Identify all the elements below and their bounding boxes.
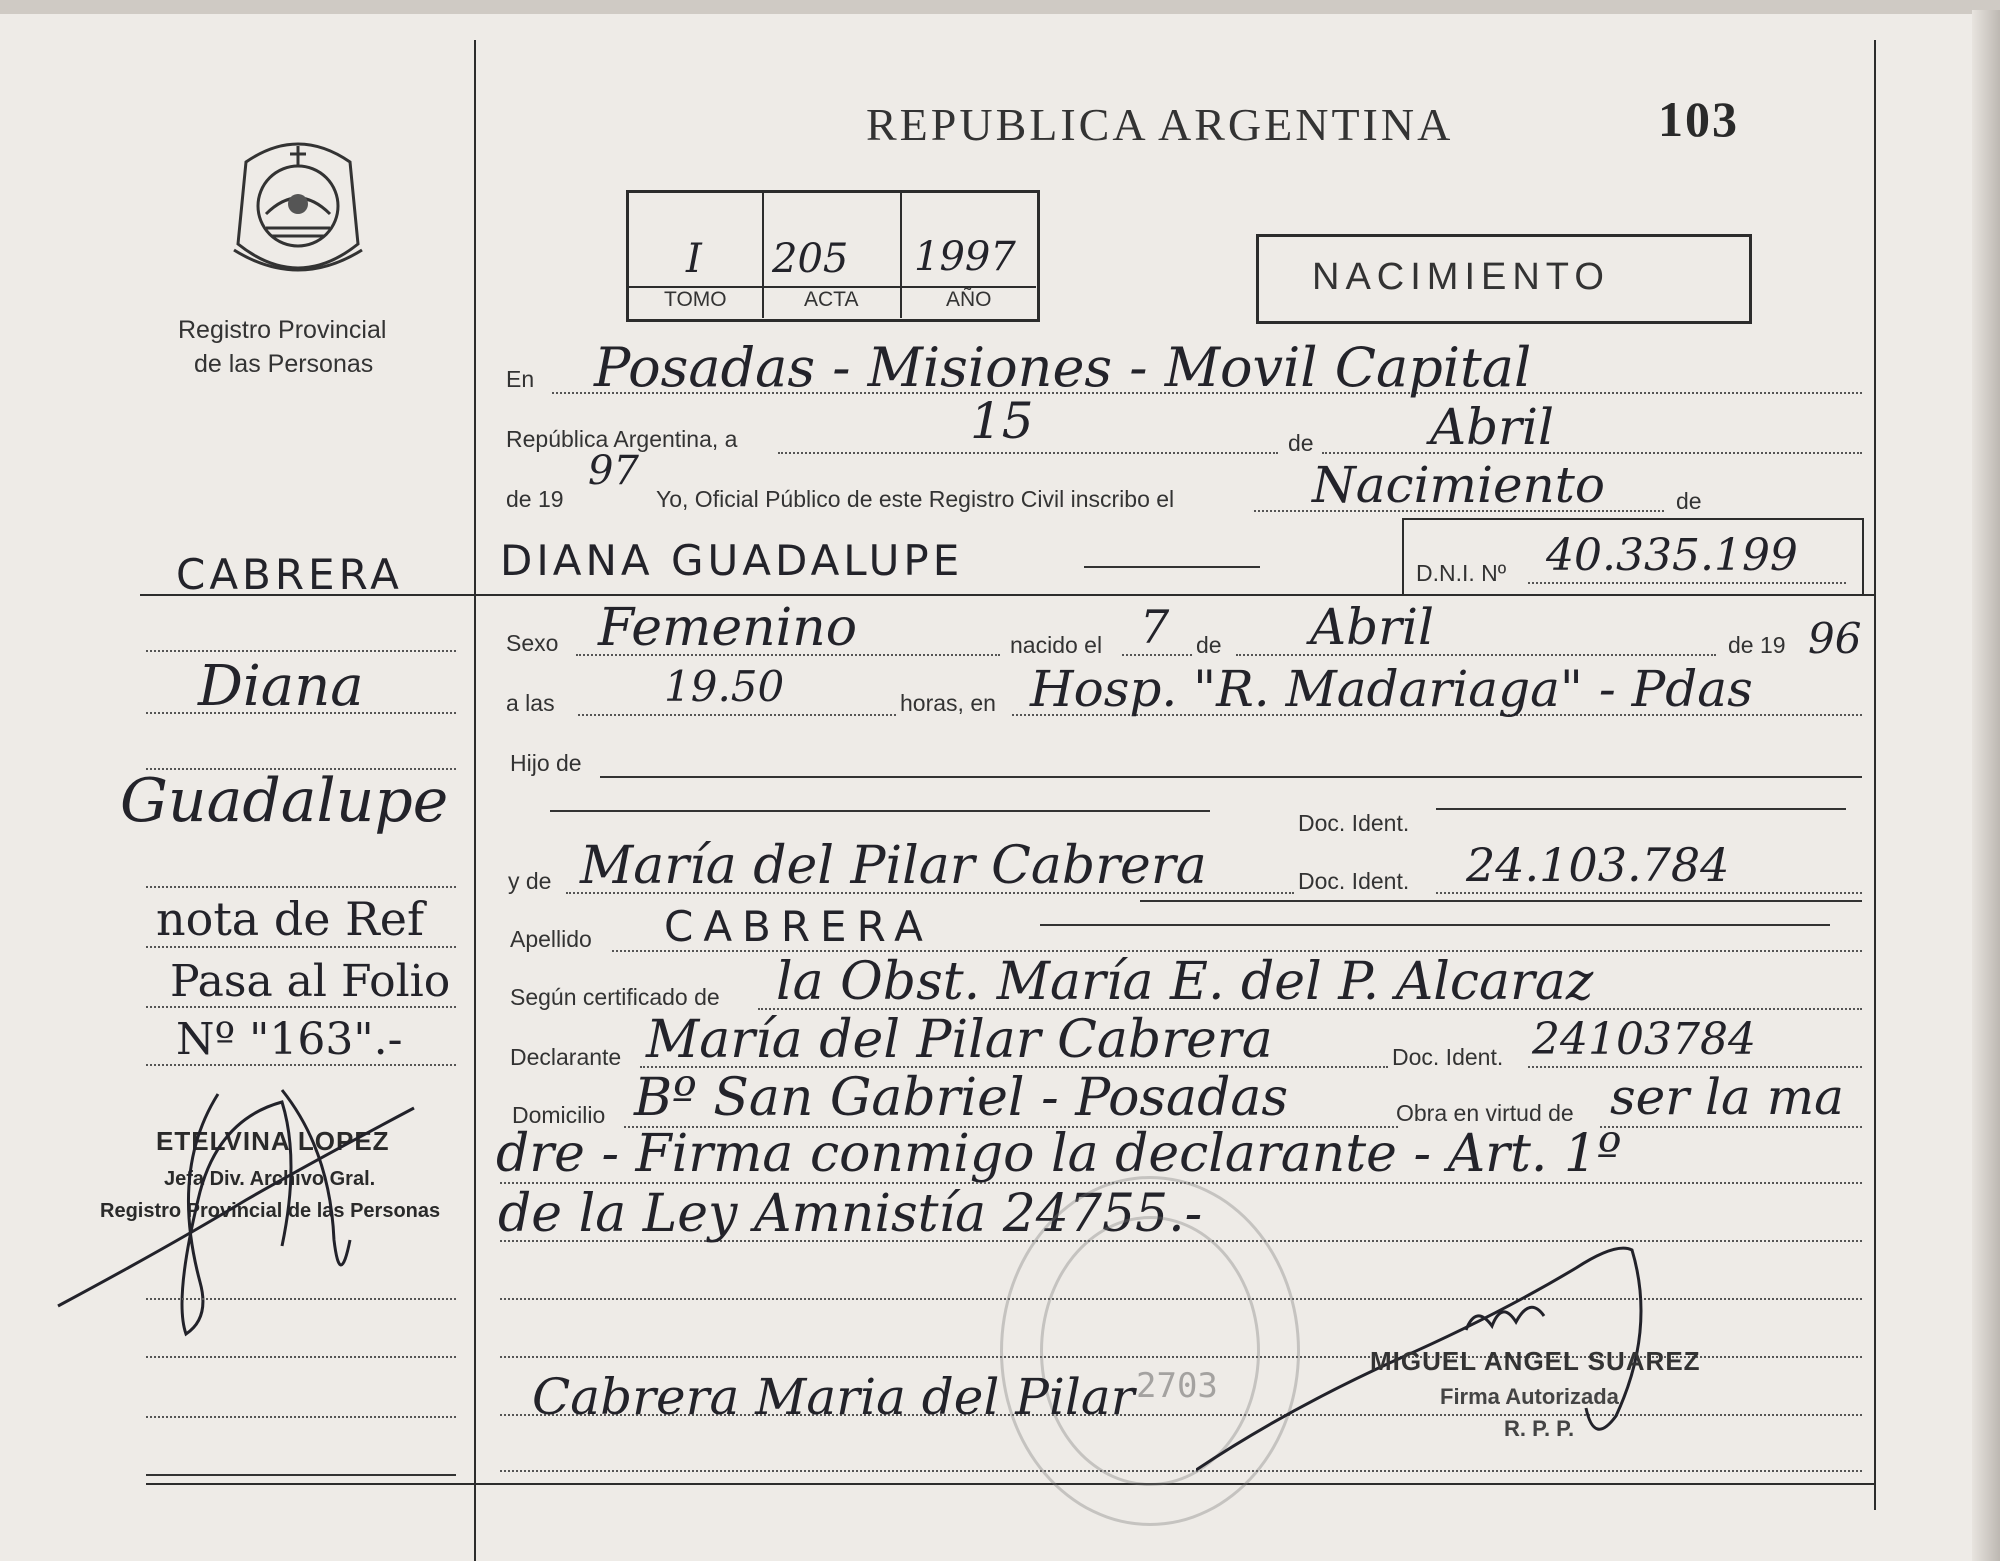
birth-month-value: Abril [1310,598,1434,656]
dni-line [1528,582,1846,584]
father-doc-line [1436,808,1846,810]
en-value: Posadas - Misiones - Movil Capital [594,336,1532,399]
page-number: 103 [1658,91,1739,147]
birth-day-line [1122,654,1192,656]
margin-line-11 [146,1474,456,1476]
yo-text: Yo, Oficial Público de este Registro Civil inscribo el [656,486,1175,512]
margin-note-1: nota de Ref [156,892,425,946]
mother-doc-line [1436,892,1862,894]
officer-title: Firma Autorizada [1440,1384,1619,1409]
segun-value: la Obst. María E. del P. Alcaraz [776,952,1594,1012]
birth-month-line [1236,654,1716,656]
alas-label: a las [506,690,555,716]
margin-note-2: Pasa al Folio [170,956,451,1007]
month-line [1322,452,1862,454]
officer-name: MIGUEL ANGEL SUAREZ [1370,1346,1701,1376]
declarante-doc-value: 24103784 [1532,1014,1756,1065]
margin-given-2: Guadalupe [120,766,449,836]
de-label-3: de [1196,632,1222,658]
doc-ident-label-2: Doc. Ident. [1298,868,1410,894]
full-name-value: DIANA GUADALUPE [500,536,964,585]
doc-ident-label: Doc. Ident. [1298,810,1410,836]
obra-line-3-text: de la Ley Amnistía 24755.- [498,1184,1203,1244]
anio-value: 1997 [914,234,1016,280]
time-line [578,714,896,716]
name-fill-line [1084,566,1260,568]
margin-given-1: Diana [198,654,364,719]
margin-note-3: Nº "163".- [176,1014,403,1065]
yde-label: y de [508,868,552,894]
birth-year-value: 96 [1808,614,1862,663]
margin-line-8 [146,1298,456,1300]
obra-line [1600,1126,1862,1128]
place-value: Hosp. "R. Madariaga" - Pdas [1030,660,1753,718]
father-line [550,810,1210,812]
dni-value: 40.335.199 [1546,530,1798,581]
year-value: 97 [588,448,639,494]
margin-surname: CABRERA [176,550,403,599]
acta-label: ACTA [804,288,859,311]
ref-divider-2 [900,192,902,318]
margin-divider [474,40,476,1561]
republica-label: República Argentina, a [506,426,738,452]
registry-name-line2: de las Personas [194,350,374,378]
margin-official-office: Registro Provincial de las Personas [100,1200,441,1222]
mother-doc-value: 24.103.784 [1466,838,1730,892]
day-line [778,452,1278,454]
month-value: Abril [1430,398,1554,456]
margin-line-5 [146,946,456,948]
obra-line-2-text: dre - Firma conmigo la declarante - Art. 1º [496,1124,1622,1184]
margin-line-4 [146,886,456,888]
mother-value: María del Pilar Cabrera [580,836,1207,896]
horas-label: horas, en [900,690,996,716]
registry-name-line1: Registro Provincial [178,316,387,344]
declarant-signature: Cabrera Maria del Pilar [532,1368,1135,1426]
tomo-label: TOMO [664,288,727,311]
margin-line-9 [146,1356,456,1358]
obra-value: ser la ma [1610,1068,1844,1126]
sexo-label: Sexo [506,630,559,656]
hijo-label: Hijo de [510,750,582,776]
dni-label: D.N.I. Nº [1416,560,1507,586]
day-value: 15 [970,392,1034,450]
province-seal-icon [226,132,370,286]
de19-label: de 19 [1728,632,1786,658]
right-border [1874,40,1876,1510]
segun-label: Según certificado de [510,984,720,1010]
apellido-fill-line [1040,924,1830,926]
en-label: En [506,366,535,392]
domicilio-label: Domicilio [512,1102,606,1128]
record-type: NACIMIENTO [1312,256,1610,298]
de-label-2: de [1676,488,1702,514]
nacido-label: nacido el [1010,632,1103,658]
domicilio-value: Bº San Gabriel - Posadas [634,1068,1289,1128]
officer-office: R. P. P. [1504,1416,1575,1441]
year-prefix: de 19 [506,486,564,512]
sexo-value: Femenino [598,598,858,658]
hijo-line [600,776,1862,778]
mother-underline [1140,900,1862,902]
declarante-label: Declarante [510,1044,622,1070]
margin-line-6 [146,1006,456,1008]
de-label: de [1288,430,1314,456]
birth-day-value: 7 [1140,600,1170,654]
act-value: Nacimiento [1312,456,1605,514]
time-value: 19.50 [664,662,785,711]
declarante-value: María del Pilar Cabrera [646,1010,1273,1070]
obra-label: Obra en virtud de [1396,1100,1574,1126]
margin-line-3 [146,768,456,770]
margin-official-name: ETELVINA LOPEZ [156,1126,390,1156]
margin-line-2 [146,712,456,714]
margin-line-1 [146,650,456,652]
margin-official-title: Jefa Div. Archivo Gral. [164,1168,376,1190]
page-edge [1972,10,2000,1561]
margin-signature [50,1050,430,1350]
country-title: REPUBLICA ARGENTINA [866,99,1454,150]
apellido-label: Apellido [510,926,592,952]
margin-line-10 [146,1416,456,1418]
tomo-value: I [686,236,702,282]
stamp-number: 2703 [1136,1366,1218,1406]
acta-value: 205 [772,236,849,282]
ref-divider-1 [762,192,764,318]
anio-label: AÑO [946,288,992,311]
doc-ident-label-3: Doc. Ident. [1392,1044,1504,1070]
apellido-value: CABRERA [664,902,933,951]
